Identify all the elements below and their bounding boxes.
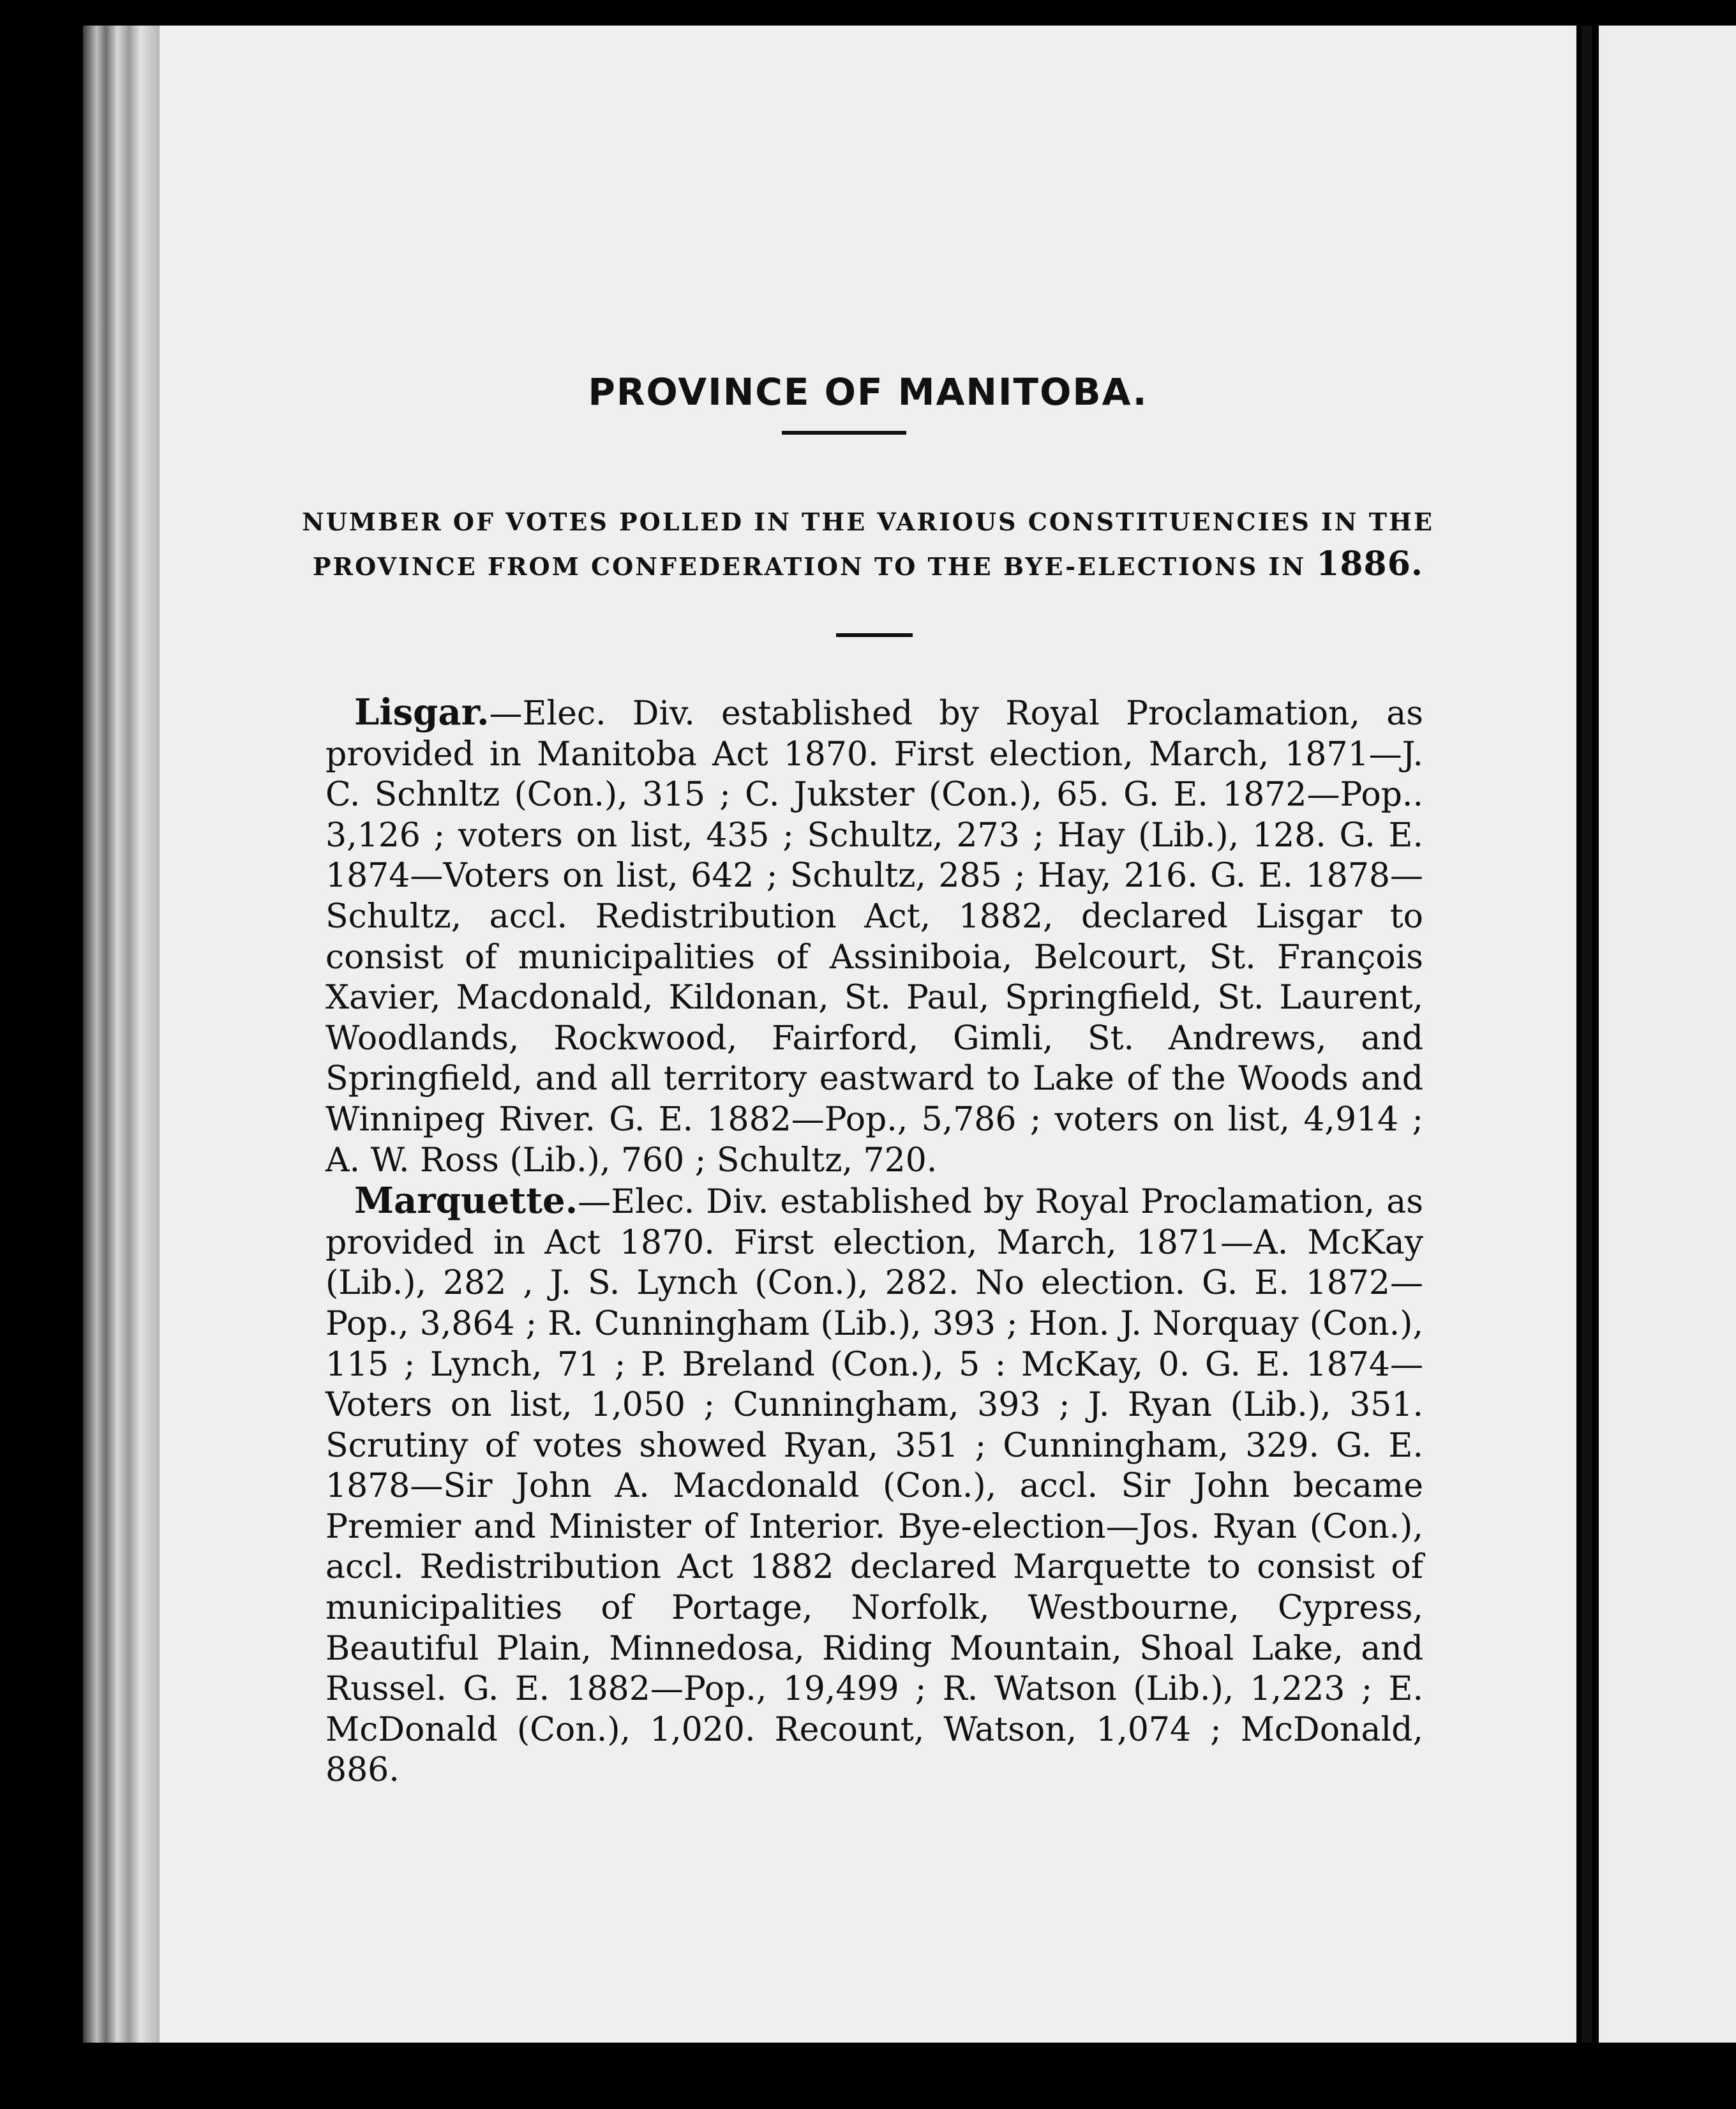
- constituency-name: Marquette.: [354, 1180, 578, 1222]
- constituency-name: Lisgar.: [354, 691, 490, 733]
- constituency-entry-lisgar: [326, 693, 1423, 1181]
- page-title: PROVINCE OF MANITOBA.: [588, 370, 1148, 414]
- page-gutter: [1582, 26, 1592, 2043]
- constituency-text: —Elec. Div. established by Royal Proclamation, as provided in Act 1870. First election, March, 1871—A. McKay (Lib.), 282 , J. S. Lynch (Con.), 282. No election. G. E. 1872—Pop., 3,864 ; R. Cunningham (Lib.), 393 ; Hon. J. Norquay (Con.), 115 ; Lynch, 71 ; P. Breland (Con.), 5 : McKay, 0. G. E. 1874—Voters on list, 1,050 ; Cunningham, 393 ; J. Ryan (Lib.), 351. Scrutiny of votes showed Ryan, 351 ; Cunningham, 329. G. E. 1878—Sir John A. Macdonald (Con.), accl. Sir John became Premier and Minister of Interior. Bye-election—Jos. Ryan (Con.), accl. Redistribution Act 1882 declared Marquette to consist of municipalities of Portage, Norfolk, Westbourne, Cypress, Beautiful Plain, Minnedosa, Riding Mountain, Shoal Lake, and Russel. G. E. 1882—Pop., 19,499 ; R. Watson (Lib.), 1,223 ; E. McDonald (Con.), 1,020. Recount, Watson, 1,074 ; McDonald, 886.: [326, 1183, 1423, 1790]
- constituency-text: —Elec. Div. established by Royal Proclamation, as provided in Manitoba Act 1870. First election, March, 1871—J. C. Schnltz (Con.), 315 ; C. Jukster (Con.), 65. G. E. 1872—Pop.. 3,126 ; voters on list, 435 ; Schultz, 273 ; Hay (Lib.), 128. G. E. 1874—Voters on list, 642 ; Schultz, 285 ; Hay, 216. G. E. 1878—Schultz, accl. Redistribution Act, 1882, declared Lisgar to consist of municipalities of Assiniboia, Belcourt, St. François Xavier, Macdonald, Kildonan, St. Paul, Springfield, St. Laurent, Woodlands, Rockwood, Fairford, Gimli, St. Andrews, and Springfield, and all territory eastward to Lake of the Woods and Winnipeg River. G. E. 1882—Pop., 5,786 ; voters on list, 4,914 ; A. W. Ross (Lib.), 760 ; Schultz, 720.: [326, 694, 1423, 1180]
- book-edge: [83, 26, 160, 2043]
- constituency-entry-marquette: [326, 1181, 1423, 1791]
- divider-top: [782, 431, 906, 435]
- divider-bottom: [836, 633, 913, 637]
- page-subtitle: [300, 501, 1436, 588]
- document-body: [326, 693, 1423, 1791]
- facing-page: [1599, 26, 1736, 2043]
- subtitle-year: 1886.: [1316, 544, 1424, 583]
- document-page: [160, 26, 1576, 2043]
- subtitle-text: NUMBER OF VOTES POLLED IN THE VARIOUS CONSTITUENCIES IN THE PROVINCE FROM CONFEDERATION TO THE BYE-ELECTIONS IN: [302, 507, 1434, 581]
